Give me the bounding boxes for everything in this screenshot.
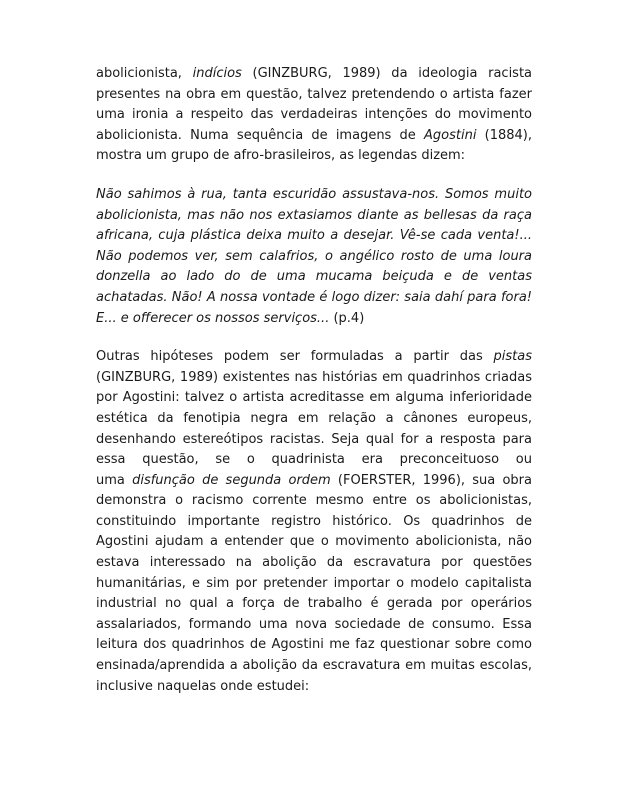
quote-line: donzella ao lado do de uma mucama beiçuda e de ventas	[96, 269, 532, 285]
text-run: abolicionista. Numa sequência de imagens de	[96, 127, 424, 143]
quote-line: Não podemos ver, sem calafrios, o angélico rosto de uma loura	[96, 248, 532, 264]
text-run: abolicionista,	[96, 66, 193, 81]
paragraph-line: essa questão, se o quadrinista era preconceituoso ou	[96, 452, 532, 468]
paragraph-line: leitura dos quadrinhos de Agostini me faz questionar sobre como	[96, 637, 532, 653]
paragraph-line: industrial no qual a força de trabalho é gerada por operários	[96, 596, 532, 612]
paragraph-line: presentes na obra em questão, talvez pretendendo o artista fazer	[96, 86, 532, 102]
paragraph-line: demonstra o racismo corrente mesmo entre os abolicionistas,	[96, 493, 532, 509]
paragraph-line: desenhando estereótipos racistas. Seja qual for a resposta para	[96, 431, 532, 447]
paragraph-line	[96, 64, 532, 85]
text-run: uma	[96, 472, 133, 488]
text-run: (GINZBURG, 1989) da ideologia racista	[252, 66, 532, 81]
paragraph-line: uma ironia a respeito das verdadeiras intenções do movimento	[96, 107, 532, 123]
quote-line: Não sahimos à rua, tanta escuridão assustava-nos. Somos muito	[96, 186, 532, 202]
paragraph-2	[96, 347, 532, 697]
quote-line: achatadas. Não! A nossa vontade é logo dizer: saia dahí para fora!	[96, 289, 532, 305]
quote-line: africana, cuja plástica deixa muito a desejar. Vê-se cada venta!...	[96, 228, 532, 244]
paragraph-line: inclusive naquelas onde estudei:	[96, 678, 310, 694]
paragraph-line	[96, 347, 532, 368]
paragraph-line: (GINZBURG, 1989) existentes nas histórias em quadrinhos criadas	[96, 369, 532, 385]
paragraph-line: constituindo importante registro histórico. Os quadrinhos de	[96, 513, 532, 529]
block-quote	[96, 185, 532, 329]
paragraph-line: estética da fenotipia negra em relação a cânones europeus,	[96, 410, 532, 426]
paragraph-line: assalariados, formando uma nova sociedade de consumo. Essa	[96, 616, 532, 632]
italic-term: Agostini	[424, 127, 477, 143]
italic-term: indícios	[192, 66, 242, 81]
italic-text-run: E... e offerecer os nossos serviços...	[96, 310, 330, 326]
text-run: (1884),	[484, 127, 532, 143]
citation: (p.4)	[329, 310, 365, 326]
document-page	[96, 64, 532, 715]
paragraph-line	[96, 471, 532, 492]
paragraph-line: Agostini ajudam a entender que o movimento abolicionista, não	[96, 534, 532, 550]
paragraph-line: estava interessado na abolição da escravatura por questões	[96, 555, 532, 571]
paragraph-line	[96, 126, 532, 147]
paragraph-line: humanitárias, e sim por pretender importar o modelo capitalista	[96, 575, 532, 591]
paragraph-line: por Agostini: talvez o artista acreditasse em alguma inferioridade	[96, 390, 532, 406]
quote-line: abolicionista, mas não nos extasiamos diante as bellesas da raça	[96, 207, 532, 223]
paragraph-1	[96, 64, 532, 167]
text-run: (FOERSTER, 1996), sua obra	[330, 472, 532, 488]
paragraph-line: ensinada/aprendida a abolição da escravatura em muitas escolas,	[96, 658, 532, 674]
italic-term: disfunção de segunda ordem	[132, 472, 331, 488]
italic-term: pistas	[493, 349, 532, 365]
paragraph-line: mostra um grupo de afro-brasileiros, as legendas dizem:	[96, 148, 466, 164]
text-run: Outras hipóteses podem ser formuladas a partir das	[96, 349, 494, 365]
quote-line	[96, 309, 532, 330]
